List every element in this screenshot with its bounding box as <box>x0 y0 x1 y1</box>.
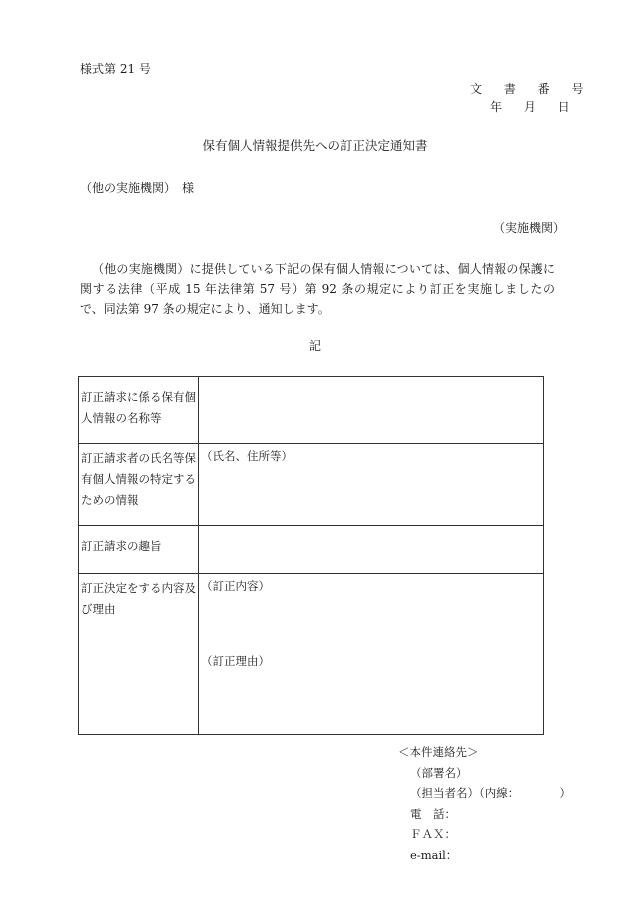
document-number-label: 文 書 番 号 <box>470 82 593 96</box>
requester-info-label: 訂正請求者の氏名等保有個人情報の特定するための情報 <box>79 444 199 526</box>
decision-label: 訂正決定をする内容及び理由 <box>79 574 199 735</box>
form-number: 様式第 21 号 <box>80 62 151 76</box>
contact-heading: ＜本件連絡先＞ <box>398 745 479 759</box>
contact-phone: 電 話： <box>410 806 456 821</box>
table-row <box>79 444 544 526</box>
correction-content-label: （訂正内容） <box>201 579 270 593</box>
contact-person: （担当者名）（内線： ） <box>410 786 571 800</box>
sender-agency: （実施機関） <box>493 221 566 235</box>
table-row <box>79 377 544 444</box>
request-purpose-label: 訂正請求の趣旨 <box>79 526 199 574</box>
table-row <box>79 526 544 574</box>
date-label: 年 月 日 <box>490 100 579 114</box>
contact-email: e-mail： <box>410 847 458 862</box>
contact-block <box>398 742 571 865</box>
table-row <box>79 574 544 735</box>
decision-value <box>199 574 544 735</box>
request-purpose-value <box>199 526 544 574</box>
contact-fax: ＦＡＸ： <box>410 827 456 841</box>
contact-dept: （部署名） <box>410 765 468 780</box>
document-title: 保有個人情報提供先への訂正決定通知書 <box>202 138 428 153</box>
details-table <box>78 376 544 735</box>
info-name-label: 訂正請求に係る保有個人情報の名称等 <box>79 377 199 444</box>
requester-info-value: （氏名、住所等） <box>199 444 544 526</box>
info-name-value <box>199 377 544 444</box>
body-paragraph: （他の実施機関）に提供している下記の保有個人情報については、個人情報の保護に関する法律（平成 15 年法律第 57 号）第 92 条の規定により訂正を実施しましたので、同法第 97 条の規定により、通知します。 <box>80 262 555 316</box>
correction-reason-label: （訂正理由） <box>201 654 270 668</box>
addressee: （他の実施機関） 様 <box>80 181 195 195</box>
ki-heading: 記 <box>308 339 321 353</box>
